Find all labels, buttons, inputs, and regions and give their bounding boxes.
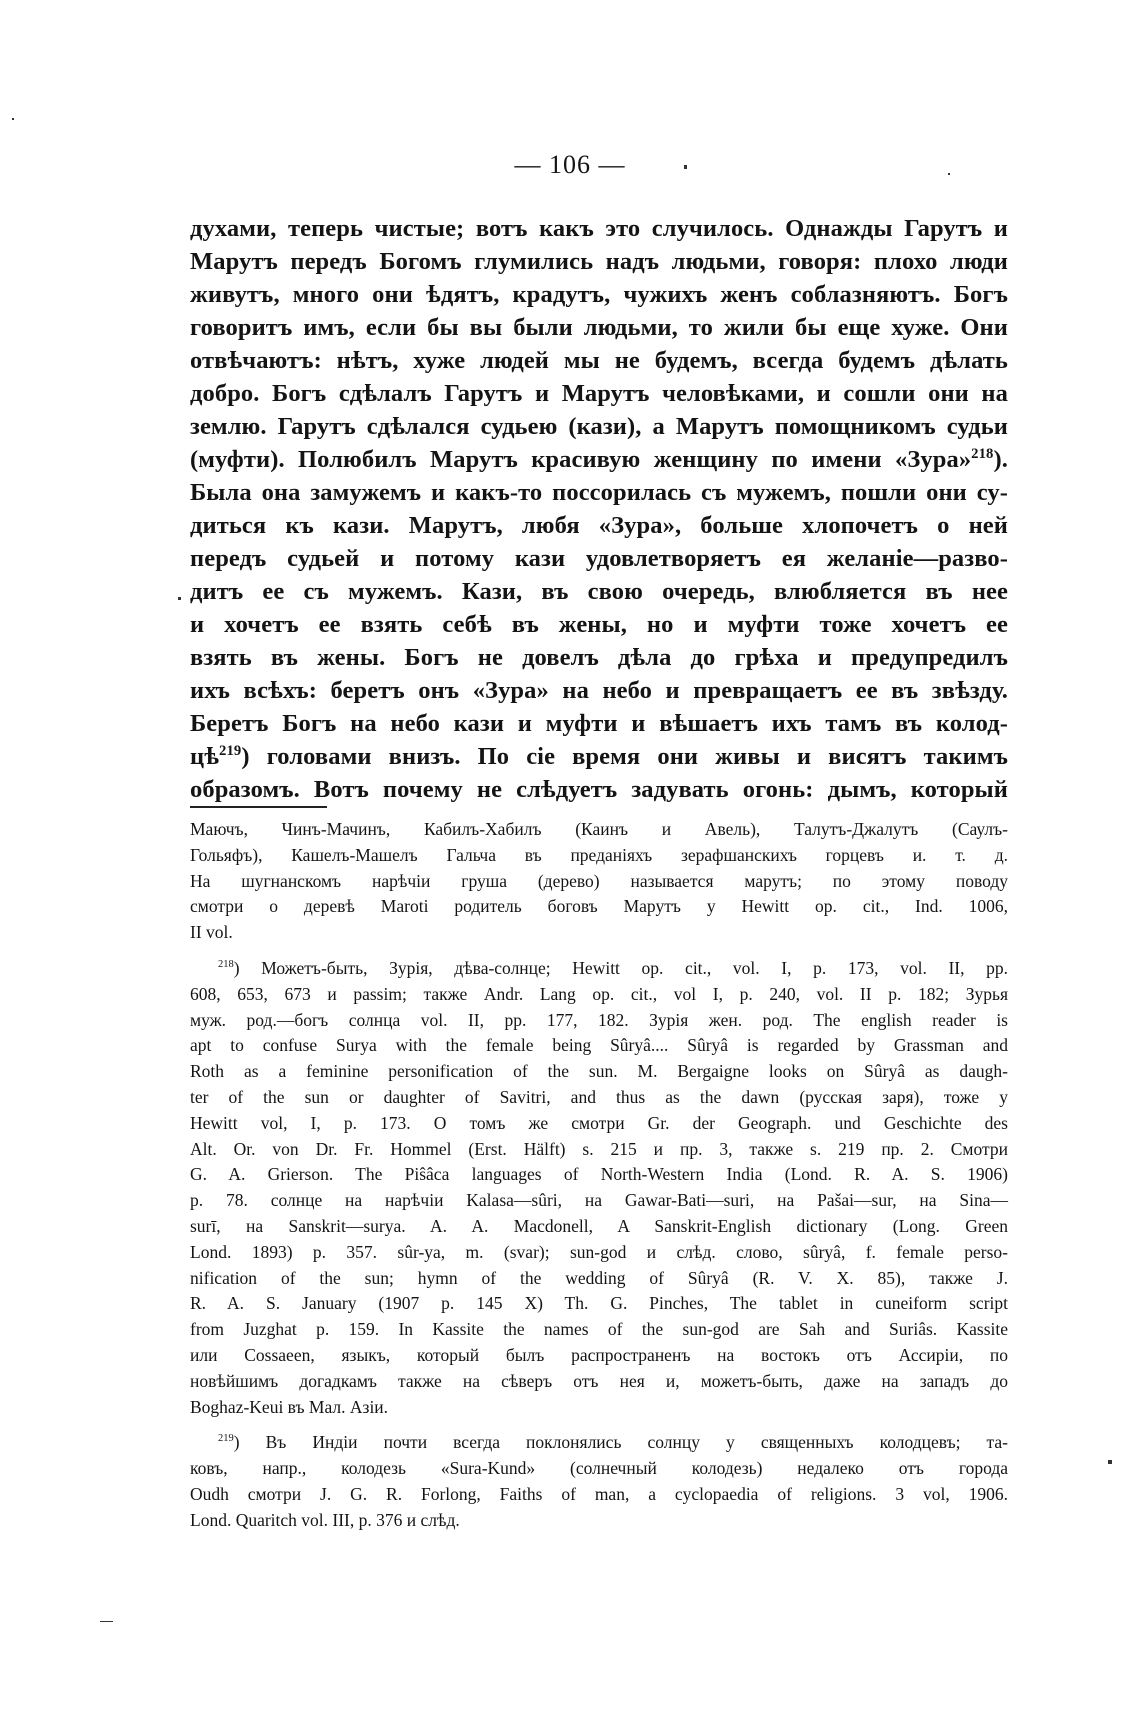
main-line-13: и хочетъ ее взять себѣ въ жены, но и муфти тоже хочетъ ее xyxy=(190,611,1008,638)
main-line-17-text: цѣ xyxy=(190,743,220,770)
footnote-continuation-line: II vol. xyxy=(190,922,233,943)
footnote-218-line: Lond. 1893) p. 357. sûr-ya, m. (svar); sun-god и слѣд. слово, sûryâ, f. female perso- xyxy=(190,1241,1008,1262)
footnote-219-line: Oudh смотри J. G. R. Forlong, Faiths of man, a cyclopaedia of religions. 3 vol, 1906. xyxy=(190,1483,1008,1504)
main-line-14: взять въ жены. Богъ не довелъ дѣла до грѣха и предупредилъ xyxy=(190,644,1008,671)
footnote-218-line: surī, на Sanskrit—surya. A. A. Macdonell, A Sanskrit-English dictionary (Long. Green xyxy=(190,1215,1008,1236)
footnote-continuation-line: На шугнанскомъ нарѣчіи груша (дерево) называется марутъ; по этому поводу xyxy=(190,870,1008,891)
footnote-218-line: Hewitt vol, I, p. 173. О томъ же смотри Gr. der Geograph. und Geschichte des xyxy=(190,1112,1008,1133)
footnote-continuation-line: Маючъ, Чинъ-Мачинъ, Кабилъ-Хабилъ (Каинъ и Авель), Талутъ-Джалутъ (Саулъ- xyxy=(190,819,1008,839)
footnote-218-first-text: ) Можетъ-быть, Зурія, дѣва-солнце; Hewitt op. cit., vol. I, p. 173, vol. II, pp. xyxy=(233,957,1008,978)
footnote-gap xyxy=(190,946,1008,956)
main-line-8-close: ). xyxy=(993,446,1008,473)
footnote-219-line: ковъ, напр., колодезь «Sura-Kund» (солнечный колодезь) недалеко отъ города xyxy=(190,1458,1008,1479)
main-line-5: отвѣчаютъ: нѣтъ, хуже людей мы не будемъ, всегда будемъ дѣлать xyxy=(190,347,1008,374)
footnote-218-line: R. A. S. January (1907 p. 145 X) Th. G. Pinches, The tablet in cuneiform script xyxy=(190,1293,1008,1314)
page-number: — 106 — xyxy=(514,150,626,179)
main-text xyxy=(190,212,1008,806)
main-line-9: Была она замужемъ и какъ-то поссорилась съ мужемъ, пошли они су- xyxy=(190,479,1008,506)
footnote-218-line: или Cossaeen, языкъ, который былъ распространенъ на востокъ отъ Ассиріи, по xyxy=(190,1344,1008,1365)
scan-speck xyxy=(178,597,181,600)
main-line-1: духами, теперь чистые; вотъ какъ это случилось. Однажды Гарутъ и xyxy=(190,215,1008,242)
footnote-218-line: Boghaz-Keui въ Мал. Азіи. xyxy=(190,1396,389,1417)
footnote-218-line: from Juzghat p. 159. In Kassite the names of the sun-god are Sah and Suriâs. Kassite xyxy=(190,1319,1008,1340)
main-line-18: образомъ. Вотъ почему не слѣдуетъ задувать огонь: дымъ, который xyxy=(190,776,1008,803)
main-line-17-rest: ) головами внизъ. По сіе время они живы и висятъ такимъ xyxy=(241,743,1008,770)
footnote-ref-218: 218 xyxy=(971,445,994,462)
main-line-16: Беретъ Богъ на небо кази и муфти и вѣшаетъ ихъ тамъ въ колод- xyxy=(190,710,1008,737)
scan-speck xyxy=(1108,1460,1112,1464)
footnote-219-first-text: ) Въ Индіи почти всегда поклонялись солнцу у священныхъ колодцевъ; та- xyxy=(233,1432,1008,1453)
footnote-continuation-line: смотри о деревѣ Maroti родитель боговъ Марутъ у Hewitt op. cit., Ind. 1006, xyxy=(190,896,1008,917)
main-line-2: Марутъ передъ Богомъ глумились надъ людьми, говоря: плохо люди xyxy=(190,248,1008,275)
footnote-continuation-line: Гольяфъ), Кашелъ-Машелъ Гальча въ преданіяхъ зерафшанскихъ горцевъ и. т. д. xyxy=(190,844,1008,865)
main-line-6: добро. Богъ сдѣлалъ Гарутъ и Марутъ человѣками, и сошли они на xyxy=(190,380,1008,407)
footnote-218-line: apt to confuse Surya with the female being Sûryâ.... Sûryâ is regarded by Grassman and xyxy=(190,1035,1008,1056)
main-line-4: говоритъ имъ, если бы вы были людьми, то жили бы еще хуже. Они xyxy=(190,314,1008,341)
scan-speck xyxy=(948,173,950,175)
footnote-218-line xyxy=(190,956,1008,982)
main-line-8 xyxy=(190,443,1008,476)
footnote-218-line: Roth as a feminine personification of the sun. M. Bergaigne looks on Sûryâ as daugh- xyxy=(190,1061,1008,1082)
main-line-7: землю. Гарутъ сдѣлался судьею (кази), а Марутъ помощникомъ судьи xyxy=(190,413,1008,440)
main-line-17 xyxy=(190,740,1008,773)
main-line-11: передъ судьей и потому кази удовлетворяетъ ея желаніе—разво- xyxy=(190,545,1008,572)
footnote-218-line: ter of the sun or daughter of Savitri, and thus as the dawn (русская заря), тоже у xyxy=(190,1086,1008,1107)
footnote-218-line: G. A. Grierson. The Piŝâca languages of North-Western India (Lond. R. A. S. 1906) xyxy=(190,1164,1008,1185)
main-line-12: дитъ ее съ мужемъ. Кази, въ свою очередь, влюбляется въ нее xyxy=(190,578,1008,605)
footnote-219-line xyxy=(190,1430,1008,1456)
footnote-218-line: муж. род.—богъ солнца vol. II, pp. 177, 182. Зурія жен. род. The english reader is xyxy=(190,1009,1008,1030)
footnote-219-line: Lond. Quaritch vol. III, p. 376 и слѣд. xyxy=(190,1509,460,1530)
footnote-separator xyxy=(190,806,327,808)
main-line-10: диться къ кази. Марутъ, любя «Зура», больше хлопочетъ о ней xyxy=(190,512,1008,539)
footnote-ref-219: 219 xyxy=(219,742,242,759)
main-line-8-text: (муфти). Полюбилъ Марутъ красивую женщину по имени «Зура» xyxy=(190,446,972,473)
footnote-218-line: новѣйшимъ догадкамъ также на сѣверъ отъ нея и, можетъ-быть, даже на западъ до xyxy=(190,1370,1008,1391)
main-line-15: ихъ всѣхъ: беретъ онъ «Зура» на небо и превращаетъ ее въ звѣзду. xyxy=(190,677,1008,704)
scan-speck xyxy=(12,118,14,120)
footnotes xyxy=(190,817,1008,1534)
footnote-219-marker: 219 xyxy=(218,1433,234,1445)
scan-speck xyxy=(100,1621,113,1622)
footnote-218-line: Alt. Or. von Dr. Fr. Hommel (Erst. Hälft) s. 215 и пр. 3, также s. 219 пр. 2. Смотри xyxy=(190,1138,1008,1159)
footnote-gap xyxy=(190,1420,1008,1430)
scan-speck xyxy=(684,165,687,169)
footnote-218-marker: 218 xyxy=(218,959,234,971)
footnote-218-line: nification of the sun; hymn of the wedding of Sûryâ (R. V. X. 85), также J. xyxy=(190,1267,1008,1288)
footnote-218-line: 608, 653, 673 и passim; также Andr. Lang op. cit., vol I, p. 240, vol. II p. 182; Зурья xyxy=(190,983,1008,1004)
main-line-3: живутъ, много они ѣдятъ, крадутъ, чужихъ женъ соблазняютъ. Богъ xyxy=(190,281,1008,308)
footnote-218-line: p. 78. солнце на нарѣчіи Kalasa—sûri, на Gawar-Bati—suri, на Pašai—sur, на Sina— xyxy=(190,1190,1008,1211)
